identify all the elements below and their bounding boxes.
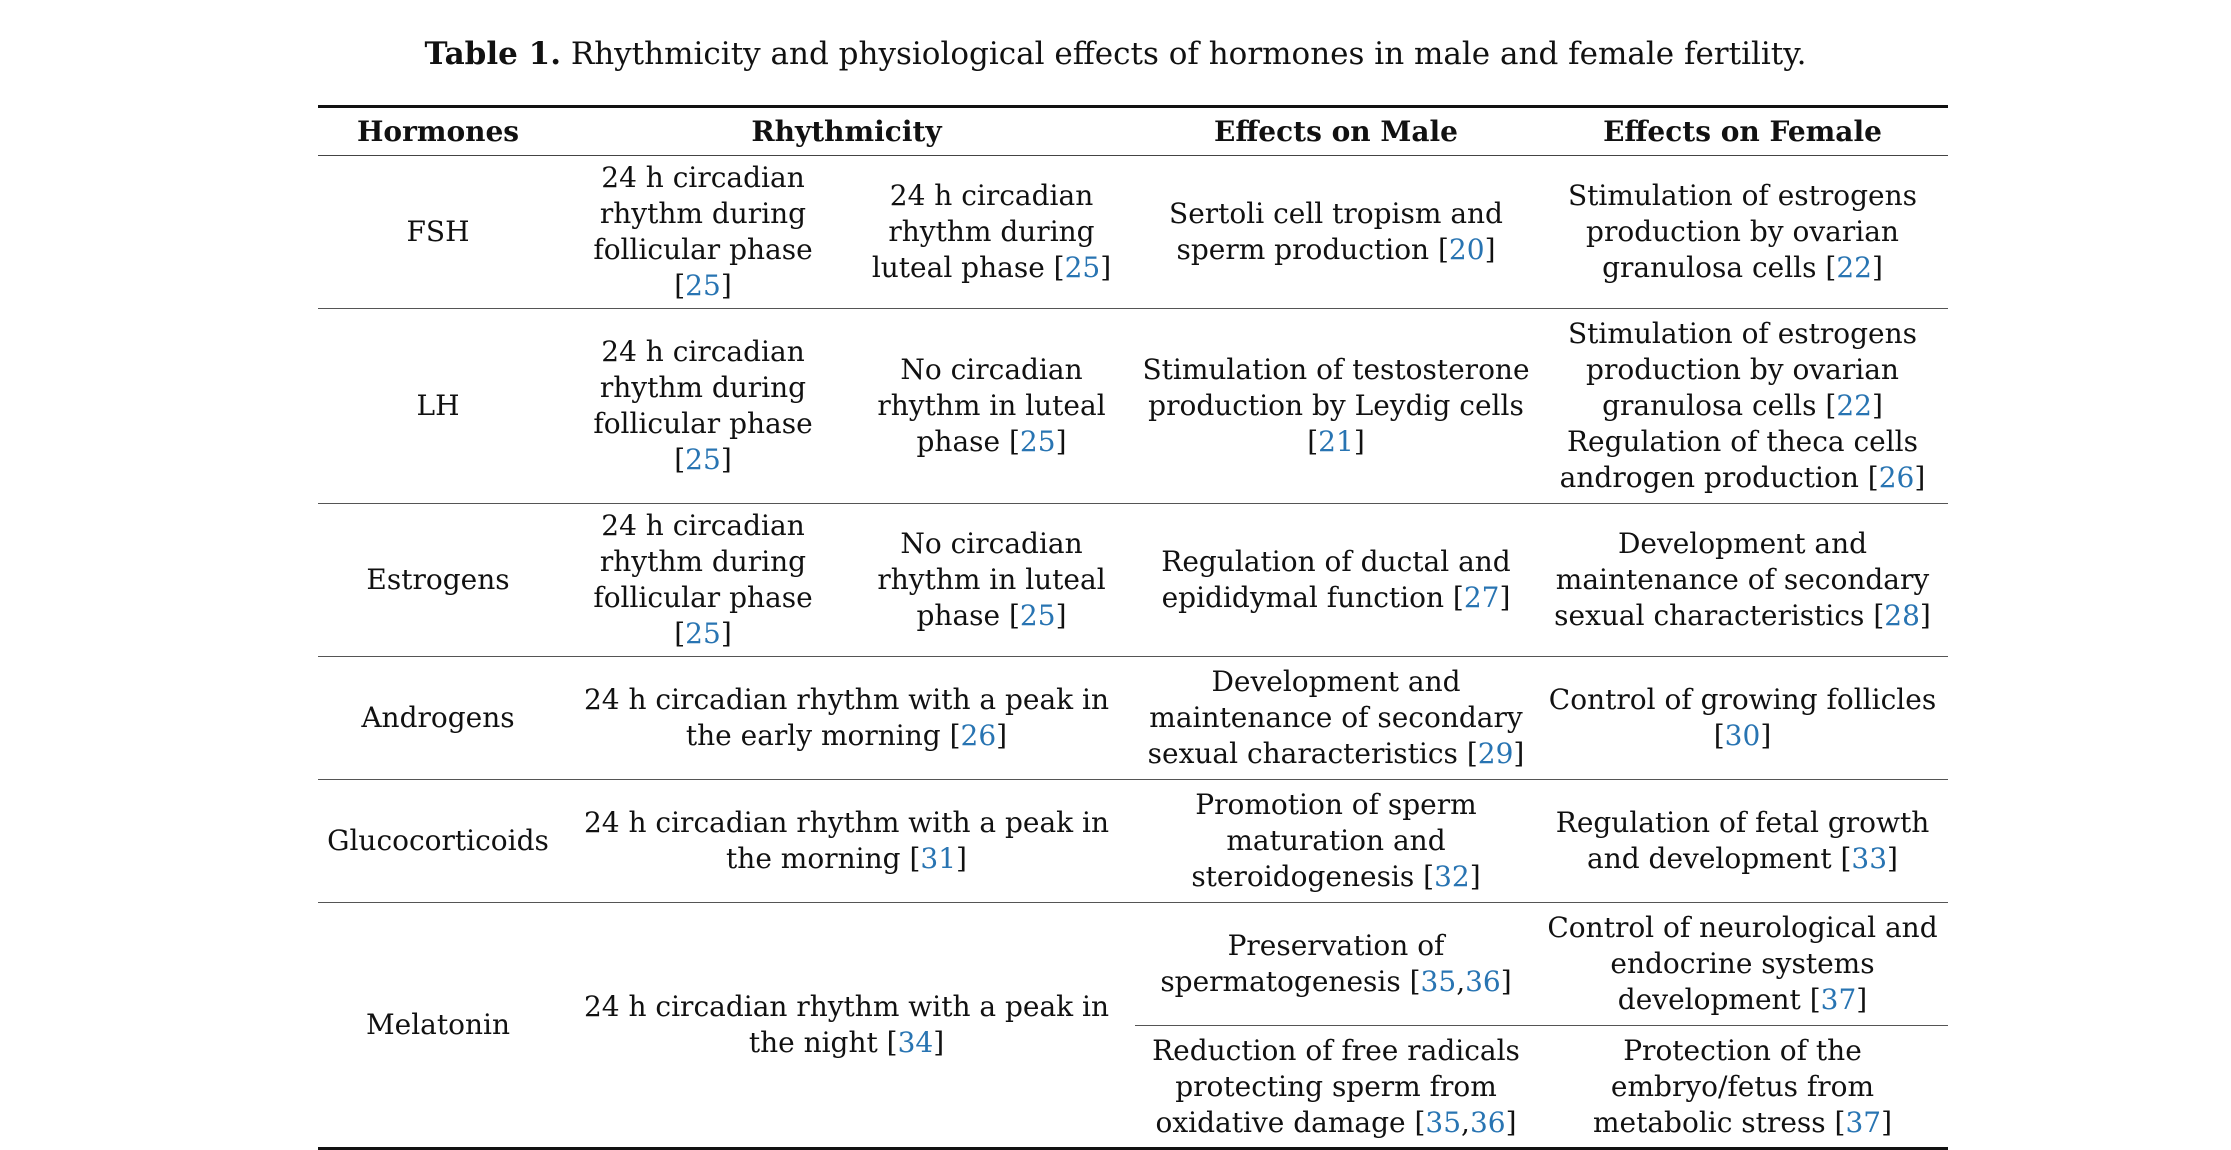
cell-entry: 24 h circadian rhythm with a peak in the night [34]: [583, 990, 1110, 1059]
female-effect-cell: [1537, 309, 1948, 504]
male-effect-cell: [1135, 1026, 1537, 1149]
cell-entry: Preservation of spermatogenesis [35,36]: [1160, 929, 1512, 998]
citation-link[interactable]: 32: [1434, 860, 1470, 893]
citation-link[interactable]: 25: [1019, 599, 1056, 632]
cell-text: Control of growing follicles: [1548, 683, 1937, 716]
citation-link[interactable]: 25: [685, 269, 721, 302]
table-caption-label: Table 1.: [424, 36, 561, 72]
cell-entry: Stimulation of testosterone production by Leydig cells [21]: [1142, 353, 1530, 458]
cell-entry: Development and maintenance of secondary sexual characteristics [29]: [1147, 665, 1525, 770]
cell-entry: 24 h circadian rhythm during luteal phase [25]: [871, 179, 1112, 284]
cell-entry: Promotion of sperm maturation and steroidogenesis [32]: [1191, 788, 1481, 893]
female-effect-cell: [1537, 504, 1948, 657]
rhythmicity-cell: [848, 156, 1135, 309]
male-effect-cell: [1135, 156, 1537, 309]
cell-text: Protection of the embryo/fetus from metabolic stress: [1592, 1033, 1875, 1139]
female-effect-cell: [1537, 657, 1948, 780]
cell-text: Stimulation of estrogens production by ovarian granulosa cells: [1567, 179, 1918, 284]
table-row: [318, 780, 1948, 903]
table-caption-text: Rhythmicity and physiological effects of hormones in male and female fertility.: [570, 36, 1807, 72]
cell-text: 24 h circadian rhythm with a peak in the morning: [583, 806, 1110, 875]
female-effect-cell: [1537, 780, 1948, 903]
rhythmicity-cell: [558, 504, 848, 657]
cell-text: Preservation of spermatogenesis: [1160, 929, 1445, 998]
hormone-name: Estrogens: [318, 504, 558, 657]
citation-link[interactable]: 25: [685, 443, 721, 476]
column-header-female: Effects on Female: [1537, 107, 1948, 156]
table-row: [318, 504, 1948, 657]
rhythmicity-cell: [558, 156, 848, 309]
cell-text: No circadian rhythm in luteal phase: [877, 527, 1106, 632]
cell-text: Promotion of sperm maturation and steroidogenesis: [1191, 788, 1477, 893]
cell-text: Stimulation of estrogens production by ovarian granulosa cells: [1567, 317, 1918, 422]
cell-text: Reduction of free radicals protecting sperm from oxidative damage: [1152, 1033, 1520, 1139]
hormones-table: [318, 105, 1948, 1150]
cell-entry: Reduction of free radicals protecting sperm from oxidative damage [35,36]: [1152, 1033, 1520, 1139]
male-effect-cell: [1135, 657, 1537, 780]
citation-link[interactable]: 37: [1820, 983, 1857, 1016]
rhythmicity-cell: [558, 657, 1135, 780]
hormone-name: LH: [318, 309, 558, 504]
citation-link[interactable]: 36: [1469, 1105, 1506, 1139]
cell-entry: Stimulation of estrogens production by ovarian granulosa cells [22]: [1567, 179, 1918, 284]
header-row: [318, 107, 1948, 156]
cell-text: No circadian rhythm in luteal phase: [877, 353, 1106, 458]
cell-entry: Sertoli cell tropism and sperm production [20]: [1169, 197, 1503, 266]
citation-link[interactable]: 22: [1836, 389, 1872, 422]
cell-entry: 24 h circadian rhythm during follicular phase [25]: [593, 161, 813, 302]
citation-link[interactable]: 35: [1420, 965, 1457, 998]
cell-entry: Regulation of fetal growth and development [33]: [1555, 806, 1930, 875]
citation-link[interactable]: 35: [1425, 1105, 1462, 1139]
cell-entry: Control of neurological and endocrine systems development [37]: [1547, 911, 1938, 1016]
cell-entry: No circadian rhythm in luteal phase [25]: [877, 527, 1106, 632]
cell-text: Development and maintenance of secondary sexual characteristics: [1147, 665, 1523, 770]
cell-entry: Protection of the embryo/fetus from metabolic stress [37]: [1592, 1033, 1893, 1139]
male-effect-cell: [1135, 309, 1537, 504]
cell-text: 24 h circadian rhythm during follicular phase: [593, 335, 813, 440]
cell-entry: Stimulation of estrogens production by ovarian granulosa cells [22]: [1567, 317, 1918, 422]
rhythmicity-cell: [848, 309, 1135, 504]
cell-entry: 24 h circadian rhythm during follicular phase [25]: [593, 335, 813, 476]
citation-link[interactable]: 31: [920, 842, 957, 875]
citation-link[interactable]: 29: [1477, 737, 1514, 770]
cell-text: 24 h circadian rhythm during luteal phase: [871, 179, 1095, 284]
citation-link[interactable]: 22: [1836, 251, 1872, 284]
cell-text: Regulation of theca cells androgen production: [1559, 425, 1919, 494]
citation-link[interactable]: 26: [1878, 461, 1915, 494]
cell-text: 24 h circadian rhythm during follicular phase: [593, 161, 813, 266]
rhythmicity-cell: [848, 504, 1135, 657]
cell-text: Stimulation of testosterone production by Leydig cells: [1142, 353, 1530, 422]
table-row: [318, 657, 1948, 780]
citation-link[interactable]: 37: [1845, 1105, 1882, 1139]
hormone-name: Glucocorticoids: [318, 780, 558, 903]
cell-entry: Regulation of ductal and epididymal function [27]: [1161, 545, 1511, 614]
cell-text: 24 h circadian rhythm with a peak in the early morning: [583, 683, 1110, 752]
cell-text: Regulation of ductal and epididymal function: [1161, 545, 1511, 614]
cell-text: Control of neurological and endocrine systems development: [1547, 911, 1938, 1016]
cell-entry: Control of growing follicles [30]: [1548, 683, 1937, 752]
citation-link[interactable]: 25: [1064, 251, 1101, 284]
table-row: [318, 309, 1948, 504]
cell-text: Development and maintenance of secondary sexual characteristics: [1554, 527, 1930, 632]
hormone-name: Androgens: [318, 657, 558, 780]
female-effect-cell: [1537, 156, 1948, 309]
citation-link[interactable]: 20: [1448, 233, 1485, 266]
cell-text: 24 h circadian rhythm with a peak in the night: [583, 990, 1110, 1059]
citation-link[interactable]: 27: [1463, 581, 1500, 614]
rhythmicity-cell: [558, 903, 1135, 1149]
citation-link[interactable]: 30: [1724, 719, 1761, 752]
citation-link[interactable]: 26: [960, 719, 997, 752]
rhythmicity-cell: [558, 780, 1135, 903]
citation-link[interactable]: 25: [1019, 425, 1056, 458]
male-effect-cell: [1135, 780, 1537, 903]
rhythmicity-cell: [558, 309, 848, 504]
table-row: [318, 903, 1948, 1026]
cell-entry: 24 h circadian rhythm with a peak in the morning [31]: [583, 806, 1110, 875]
cell-entry: No circadian rhythm in luteal phase [25]: [877, 353, 1106, 458]
citation-link[interactable]: 34: [897, 1026, 934, 1059]
citation-link[interactable]: 33: [1851, 842, 1888, 875]
cell-entry: 24 h circadian rhythm with a peak in the early morning [26]: [583, 683, 1110, 752]
male-effect-cell: [1135, 504, 1537, 657]
column-header-hormones: Hormones: [318, 107, 558, 156]
female-effect-cell: [1537, 903, 1948, 1026]
male-effect-cell: [1135, 903, 1537, 1026]
cell-text: Sertoli cell tropism and sperm production: [1169, 197, 1503, 266]
citation-link[interactable]: 25: [685, 617, 721, 650]
table-caption: [0, 34, 2231, 74]
cell-text: 24 h circadian rhythm during follicular phase: [593, 509, 813, 614]
female-effect-cell: [1537, 1026, 1948, 1149]
column-header-rhythmicity: Rhythmicity: [558, 107, 1135, 156]
cell-entry: 24 h circadian rhythm during follicular phase [25]: [593, 509, 813, 650]
hormone-name: Melatonin: [318, 903, 558, 1149]
hormone-name: FSH: [318, 156, 558, 309]
cell-text: Regulation of fetal growth and development: [1555, 806, 1930, 875]
cell-entry: Regulation of theca cells androgen production [26]: [1559, 425, 1926, 494]
column-header-male: Effects on Male: [1135, 107, 1537, 156]
cell-entry: Development and maintenance of secondary sexual characteristics [28]: [1554, 527, 1931, 632]
citation-link[interactable]: 21: [1318, 425, 1354, 458]
citation-link[interactable]: 36: [1465, 965, 1501, 998]
citation-link[interactable]: 28: [1884, 599, 1920, 632]
table-row: [318, 156, 1948, 309]
